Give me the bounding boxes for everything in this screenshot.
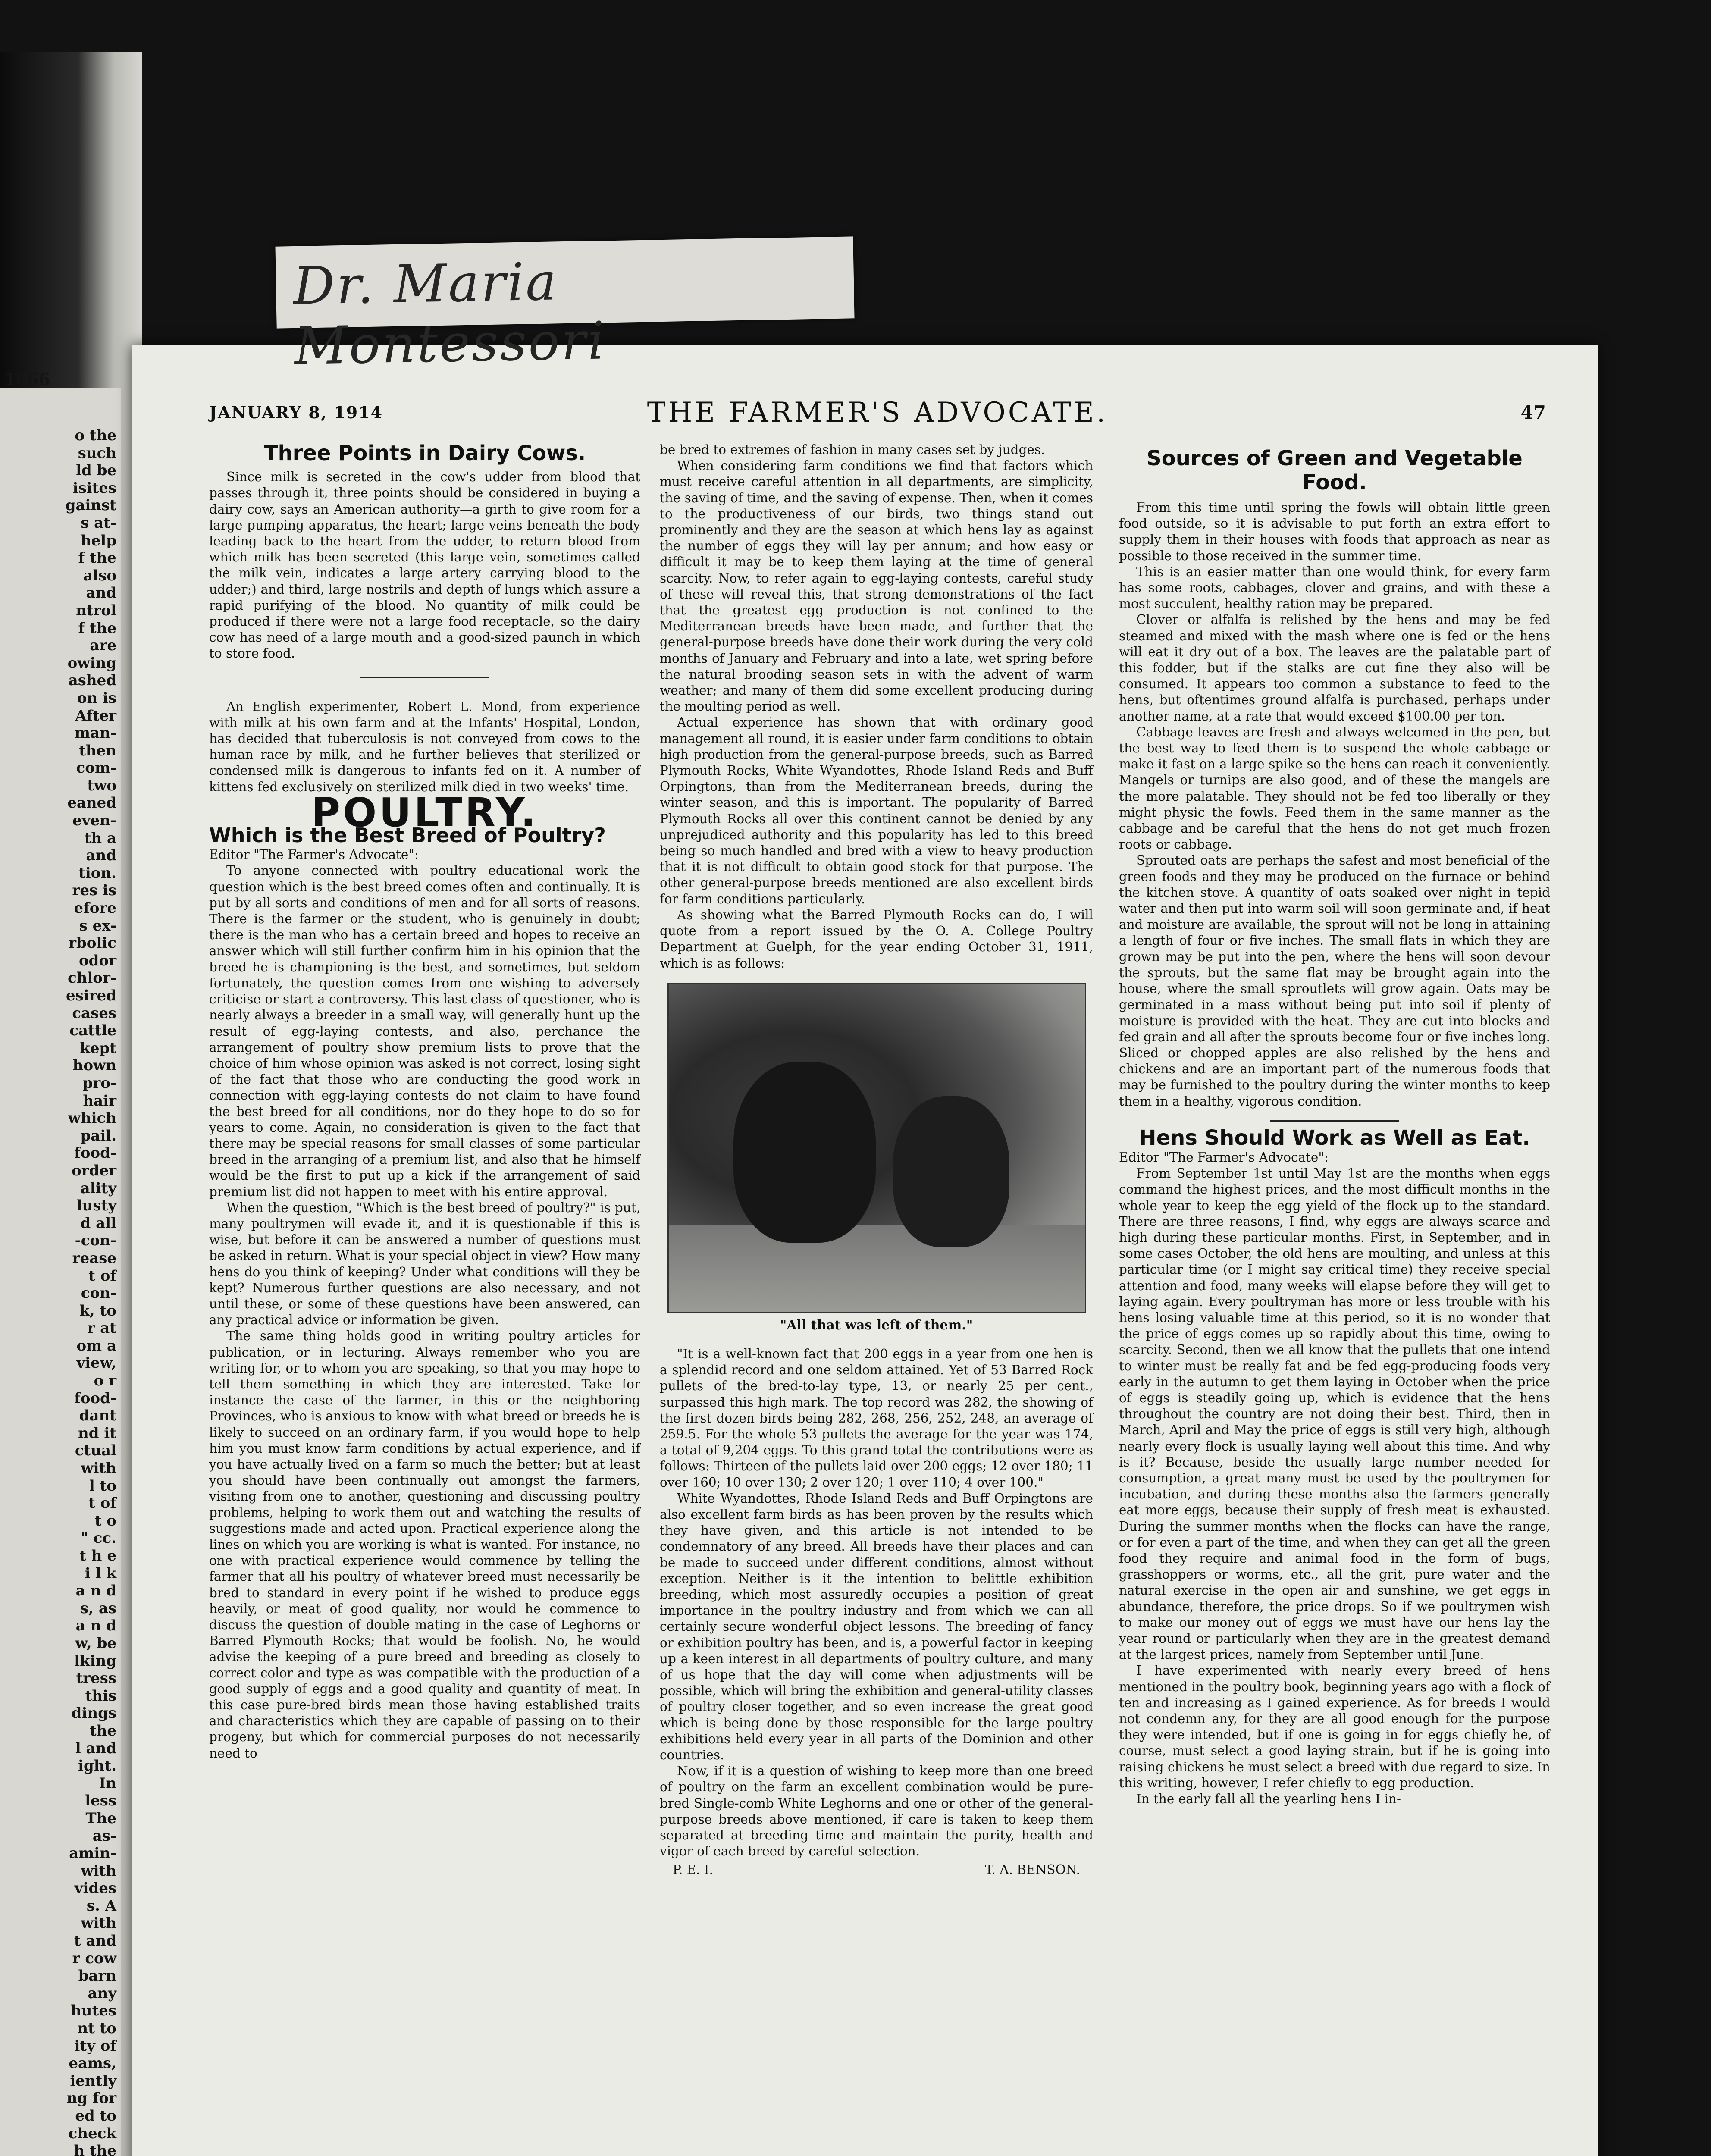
previous-page-line: barn [78, 1967, 116, 1985]
report-quote-paragraph: "It is a well-known fact that 200 eggs in a year from one hen is a splendid record and one seldom attained. Yet of 53 Barred Rock pullets of the bred-to-lay type, 13, or nearly 25 per cent., surpassed this high mark. The top record was 282, the showing of the first dozen birds being 282, 268, 256, 252, 248, an average of 259.5. For the whole 53 pullets the average for the year was 174, a total of 9,204 eggs. To this grand total the contributions were as follows: Thirteen of the pullets laid over 200 eggs; 12 over 180; 11 over 160; 10 over 130; 2 over 120; 1 over 110; 4 over 100." [660, 1346, 1093, 1490]
previous-page-line: with [81, 1915, 116, 1932]
poultry-section-heading: POULTRY. [311, 789, 539, 836]
previous-page-line: and [86, 584, 116, 602]
best-breed-heading: Which is the Best Breed of Poultry? [209, 824, 606, 847]
previous-page-line: odor [78, 952, 116, 969]
previous-page-line: ality [80, 1179, 116, 1197]
previous-page-line: food- [74, 1144, 116, 1162]
previous-page-line: ng for [66, 2090, 116, 2107]
section-divider [1270, 1120, 1399, 1122]
previous-page-line: a n d [75, 1617, 116, 1635]
previous-page-line: eams, [69, 2055, 116, 2072]
breed-paragraph-2: When the question, "Which is the best breed of poultry?" is put, many poultrymen will evade it, and it is questionable if this is wise, but before it can be answered a number of questions must be asked in return. What is your special object in view? How many hens do you think of keeping? Under what conditions will they be kept? Numerous further questions are also necessary, and not until these, or some of these questions have been answered, can any practical advice or information be given. [209, 1200, 640, 1328]
handwritten-label-text: Dr. Maria Montessori [292, 252, 607, 376]
previous-page-line: with [81, 1460, 116, 1477]
previous-page-line: hair [83, 1092, 116, 1109]
previous-page-line: s ex- [79, 917, 116, 934]
green-paragraph-3: Clover or alfalfa is relished by the hens and may be fed steamed and mixed with the mash where one is fed or the hens will eat it dry out of a box. The leaves are the palatable part of this fodder, but if the stalks are cut fine they also will be consumed. It appears too common a substance to feed to the hens, but oftentimes ground alfalfa is purchased, perhaps under another name, at a rate that would exceed $100.00 per ton. [1119, 612, 1550, 724]
previous-page-line: efore [74, 899, 116, 917]
photo-caption: "All that was left of them." [780, 1317, 973, 1333]
previous-page-line: t and [74, 1932, 116, 1950]
previous-page-line: dings [71, 1705, 116, 1722]
previous-page-line: In [99, 1774, 116, 1792]
previous-page-line: pail. [80, 1127, 116, 1144]
previous-page-lines [0, 427, 116, 2156]
previous-page-line: th a [84, 829, 116, 847]
previous-page-line: tion. [78, 864, 116, 882]
previous-page-line: also [83, 567, 116, 584]
previous-page-line: l to [89, 1477, 116, 1495]
green-paragraph-4: Cabbage leaves are fresh and always welcomed in the pen, but the best way to feed them is to suspend the whole cabbage or make it fast on a large spike so the hens can reach it conveniently. Mangels or turnips are also good, and of these the mangels are the more palatable. They should not be fed too liberally or they might physic the fowls. Feed them in the same manner as the cabbage and be careful that the hens do not get much frozen roots or cabbage. [1119, 724, 1550, 852]
previous-page-line: s. A [86, 1897, 116, 1915]
previous-page-line: amin- [69, 1845, 116, 1862]
previous-page-line: this [85, 1687, 116, 1705]
previous-page-line: with [81, 1862, 116, 1880]
previous-page-line: res is [72, 882, 116, 899]
author-name: T. A. BENSON. [985, 1862, 1080, 1877]
previous-page-line: esired [66, 987, 116, 1004]
previous-page-line: k, to [79, 1302, 116, 1319]
author-signature [660, 1862, 1093, 1878]
handwritten-label [275, 236, 854, 376]
previous-page-line: view, [76, 1354, 116, 1372]
previous-page-line: a n d [75, 1582, 116, 1600]
dairy-heading: Three Points in Dairy Cows. [263, 441, 586, 465]
previous-page-line: two [87, 777, 116, 794]
masthead-title: THE FARMER'S ADVOCATE. [647, 397, 1108, 429]
previous-page-line: rbolic [69, 934, 116, 952]
previous-page-line: owing [67, 654, 116, 672]
previous-page-line: i l k [85, 1564, 116, 1582]
previous-page-line: food- [74, 1389, 116, 1407]
experiment-paragraph: An English experimenter, Robert L. Mond, from experience with milk at his own farm and at the Infants' Hospital, London, has decided that tuberculosis is not conveyed from cows to the human race by milk, and he further believes that sterilized or condensed milk is dangerous to infants fed on it. A number of kittens fed exclusively on sterilized milk died in two weeks' time. [209, 699, 640, 794]
previous-page-line: d all [80, 1214, 116, 1232]
previous-page-line: less [85, 1792, 116, 1810]
green-paragraph-1: From this time until spring the fowls will obtain little green food outside, so it is advisable to put forth an extra effort to supply them in their houses with foods that approach as near as possible to those received in the summer time. [1119, 500, 1550, 563]
previous-page-line: the [89, 1722, 116, 1739]
previous-page-line: iently [70, 2072, 116, 2090]
previous-page-line: After [75, 707, 116, 724]
green-food-heading: Sources of Green and Vegetable Food. [1147, 446, 1523, 495]
previous-page-line: f the [78, 549, 116, 567]
report-intro-paragraph: As showing what the Barred Plymouth Rocks can do, I will quote from a report issued by the O. A. College Poultry Department at Guelph, for the year ending October 31, 1911, which is as follows: [660, 907, 1093, 971]
previous-page-line: and [86, 847, 116, 865]
previous-page-line: then [79, 742, 116, 759]
previous-page-line: r at [87, 1319, 116, 1337]
continued-paragraph: be bred to extremes of fashion in many cases set by judges. [660, 442, 1045, 457]
page-header [209, 397, 1546, 431]
previous-page-line: ntrol [76, 602, 116, 619]
previous-page-line: ashed [68, 672, 116, 689]
previous-page-fragment [0, 370, 121, 2156]
previous-page-line: con- [81, 1285, 116, 1302]
previous-page-line: t of [88, 1267, 116, 1285]
previous-page-line: f the [78, 619, 116, 637]
work-paragraph-3: In the early fall all the yearling hens I in- [1136, 1792, 1401, 1807]
page-number: 47 [1520, 402, 1546, 423]
previous-page-line: hown [72, 1057, 116, 1075]
previous-page-line: ity of [74, 2037, 116, 2055]
section-divider [360, 677, 489, 678]
previous-page-line: on is [77, 689, 116, 707]
previous-page-line: check [68, 2125, 116, 2142]
previous-page-line: dant [79, 1407, 116, 1425]
previous-page-line: ight. [78, 1757, 116, 1775]
previous-page-line: nd it [78, 1424, 116, 1442]
hens-work-heading: Hens Should Work as Well as Eat. [1139, 1125, 1530, 1150]
column-left [209, 442, 640, 1761]
newspaper-page [132, 345, 1598, 2156]
previous-page-line: even- [72, 812, 116, 830]
previous-page-line: l and [75, 1739, 116, 1757]
combination-paragraph: Now, if it is a question of wishing to keep more than one breed of poultry on the farm an excellent combination would be pure-bred Single-comb White Leghorns and one or other of the general-purpose breeds above mentioned, if care is taken to keep them separated at breeding time and maintain the purity, health and vigor of each breed by careful selection. [660, 1764, 1093, 1859]
previous-page-line: nt to [77, 2020, 116, 2037]
previous-page-line: w, be [75, 1634, 116, 1652]
previous-page-line: The [85, 1809, 116, 1827]
previous-page-line: as- [92, 1827, 116, 1845]
farm-conditions-paragraph: When considering farm conditions we find that factors which must receive careful attention in all departments, are simplicity, the saving of time, and the saving of expense. Then, when it comes to the productiveness of our birds, two things stand out prominently and they are the season at which hens lay as against the number of eggs they will lay per annum; and how easy or difficult it may be to keep them laying at the time of general scarcity. Now, to refer again to egg-laying contests, careful study of these will reveal this, that strong demonstrations of the fact that the greatest egg production is not confined to the Mediterranean breeds have been made, and further that the general-purpose breeds have done their work during the very cold months of January and February and into a late, wet spring before the natural brooding season sets in with the advent of warm weather; and many of them did some excellent producing during the moulting period as well. [660, 458, 1093, 714]
editor-salutation: Editor "The Farmer's Advocate": [1119, 1150, 1329, 1165]
previous-page-line: chlor- [67, 969, 116, 987]
previous-page-line: kept [80, 1039, 116, 1057]
previous-page-line: eaned [67, 794, 116, 812]
previous-page-line: t h e [79, 1547, 116, 1564]
previous-page-line: t of [88, 1495, 116, 1512]
other-breeds-paragraph: White Wyandottes, Rhode Island Reds and Buff Orpingtons are also excellent farm birds as has been proven by the results which they have given, and this article is not intended to be condemnatory of any breed. All breeds have their places and can be made to succeed under different conditions, almost without exception. Neither is it the intention to belittle exhibition breeding, which most assuredly occupies a position of great importance in the poultry industry and from which we can all certainly secure wonderful object lessons. The breeding of fancy or exhibition poultry has been, and is, a powerful factor in keeping up a keen interest in all departments of poultry culture, and many of us hope that the day will come when adjustments will be possible, which will bring the exhibition and general-utility classes of poultry closer together, and so even increase the great good which is being done by those responsible for the large poultry exhibitions held every year in all parts of the Dominion and other countries. [660, 1491, 1093, 1762]
previous-page-line: com- [76, 759, 116, 777]
previous-page-line: " cc. [81, 1529, 116, 1547]
previous-page-line: t o [94, 1512, 116, 1529]
previous-page-line: s at- [81, 514, 116, 532]
previous-page-line: are [90, 637, 116, 655]
previous-page-line: cases [72, 1004, 116, 1022]
author-location: P. E. I. [673, 1862, 713, 1877]
previous-page-line: -con- [75, 1232, 116, 1250]
green-paragraph-5: Sprouted oats are perhaps the safest and most beneficial of the green foods and they may be produced on the furnace or behind the kitchen stove. A quantity of oats soaked over night in tepid water and then put into warm soil will soon germinate and, if heat and moisture are available, the sprout will not be long in attaining a length of four or five inches. The small flats in which they are grown may be put into the pen, where the hens will soon devour the sprouts, but the same flat may be brought again into the house, where the small sproutlets will grow again. Oats may be germinated in a mass without being put into soil if plenty of moisture is provided with the heat. They are cut into blocks and fed grain and all after the sprouts become four or five inches long. Sliced or chopped apples are also relished by the hens and chickens and are an important part of the numerous foods that may be furnished to the poultry during the winter months to keep them in a healthy, vigorous condition. [1119, 853, 1550, 1109]
experience-paragraph: Actual experience has shown that with ordinary good management all round, it is easier under farm conditions to obtain high production from the general-purpose breeds, such as Barred Plymouth Rocks, White Wyandottes, Rhode Island Reds and Buff Orpingtons, than from the Mediterranean breeds, during the winter season, and this is important. The popularity of Barred Plymouth Rocks all over this continent cannot be denied by any unprejudiced authority and this popularity has led to this breed being so much handled and bred with a view to heavy production that it is not difficult to obtain good stock for that purpose. The other general-purpose breeds mentioned are also excellent birds for farm conditions particularly. [660, 715, 1093, 906]
editor-salutation: Editor "The Farmer's Advocate": [209, 847, 419, 862]
previous-page-line: ld be [76, 462, 116, 479]
previous-page-line: any [88, 1984, 116, 2002]
previous-page-line: such [78, 444, 116, 462]
previous-page-line: man- [75, 724, 116, 742]
previous-page-line: s, as [80, 1599, 116, 1617]
turkeys-photo [667, 983, 1086, 1313]
dairy-paragraph: Since milk is secreted in the cow's udder from blood that passes through it, three points should be considered in buying a dairy cow, says an American authority—a girth to give room for a large pumping apparatus, the heart; large veins beneath the body leading back to the heart from the udder, to return blood from which milk has been secreted (this large vein, sometimes called the milk vein, indicates a large artery carrying blood to the udder;) and third, large nostrils and depth of lungs which assure a rapid purifying of the blood. No quantity of milk could be produced if there were not a large food receptacle, so the dairy cow has need of a large mouth and a good-sized paunch in which to store food. [209, 470, 640, 661]
work-paragraph-1: From September 1st until May 1st are the months when eggs command the highest prices, and the most difficult months in the whole year to keep the egg yield of the flock up to the standard. There are three reasons, I find, why eggs are always scarce and high during these particular months. First, in September, and in some cases October, the old hens are moulting, and unless at this particular time (or I might say critical time) they receive special attention and food, many weeks will elapse before they will get to laying again. Every poultryman has more or less trouble with his hens losing valuable time at this period, so it is no wonder that the price of eggs comes up so rapidly about this time, owing to scarcity. Second, then we all know that the pullets that one intend to winter must be really fat and be fed egg-producing foods very early in the autumn to get them laying in October when the price of eggs is steadily going up, which is evidence that the hens throughout the country are not doing their best. Third, then in March, April and May the price of eggs is still very high, although nearly every flock is usually laying well about this time. And why is it? Because, beside the usually large number needed for consumption, a great many must be used by the poultrymen for incubation, and during these months also the farmers generally eat more eggs, because their supply of fresh meat is exhausted. During the summer months when the flocks can have the range, or for even a part of the time, and when they can get all the green food they require and animal food in the form of bugs, grasshoppers or worms, etc., all the grit, pure water and the natural exercise in the open air and sunshine, we get eggs in abundance, therefore, the price drops. So if we poultrymen wish to make our money out of eggs we must have our hens lay the year round or particularly when they are in the greatest demand at the largest prices, namely from September until June. [1119, 1166, 1550, 1662]
previous-page-line: lking [74, 1652, 116, 1670]
green-paragraph-2: This is an easier matter than one would think, for every farm has some roots, cabbages, clover and grains, and with these a most succulent, healthy ration may be prepared. [1119, 564, 1550, 611]
previous-page-line: gainst [65, 497, 116, 514]
previous-page-line: r cow [72, 1949, 116, 1967]
previous-page-line: o r [94, 1372, 116, 1390]
column-right [1119, 442, 1550, 1807]
previous-page-line: h the [74, 2142, 116, 2156]
previous-page-line: ctual [75, 1442, 116, 1460]
previous-page-line: ed to [75, 2107, 116, 2125]
issue-date: JANUARY 8, 1914 [209, 403, 383, 422]
previous-page-line: om a [76, 1337, 116, 1354]
column-middle [660, 442, 1093, 1878]
work-paragraph-2: I have experimented with nearly every breed of hens mentioned in the poultry book, beginning years ago with a flock of ten and increasing as I gained experience. As for breeds I would not condemn any, for they are all good enough for the purpose they were intended, but if one is going in for eggs chiefly he, of course, must select a good laying strain, but if he is going into raising chickens he must select a breed with due regard to size. In this writing, however, I refer chiefly to egg production. [1119, 1663, 1550, 1790]
breed-paragraph-1: To anyone connected with poultry educational work the question which is the best breed comes often and continually. It is put by all sorts and conditions of men and for all sorts of reasons. There is the farmer or the student, who is genuinely in doubt; there is the man who has a certain breed and hopes to receive an answer which will still further confirm him in his opinion that the breed he is championing is the best, and sometimes, but seldom fortunately, the question comes from one wishing to adversely criticise or start a controversy. This last class of questioner, who is nearly always a breeder in a small way, will generally hunt up the result of egg-laying contests, and also, perchance the arrangement of poultry show premium lists to prove that the choice of him whose opinion was asked is not correct, losing sight of the fact that those who are conducting the good work in connection with egg-laying contests do not claim to have found the best breed for all conditions, nor do they hope to do so for years to come. Again, no consideration is given to the fact that there may be special reasons for small classes of some particular breed in the arranging of a premium list, and also that he himself would be the first to put up a kick if the arrangement of said premium list did not happen to meet with his entire approval. [209, 863, 640, 1199]
previous-page-line: lusty [76, 1197, 116, 1215]
previous-page-line: cattle [69, 1022, 116, 1040]
previous-page-line: isites [72, 479, 116, 497]
bird-silhouette [733, 1062, 876, 1243]
previous-page-line: vides [74, 1880, 116, 1897]
breed-paragraph-3: The same thing holds good in writing poultry articles for publication, or in lecturing. Always remember who you are writing for, or to whom you are speaking, so that you may hope to tell them something in which they are interested. Take for instance the case of the farmer, in this or the neighboring Provinces, who is anxious to know with what breed or breeds he is likely to succeed on an ordinary farm, if you would hope to help him you must know farm conditions by actual experience, and if you have actually lived on a farm so much the better; but at least you should have been continually out amongst the farmers, visiting from one to another, questioning and discussing poultry problems, helping to work them out and watching the results of suggestions made and acted upon. Practical experience along the lines on which you are working is what is wanted. For instance, no one with practical experience would commence by telling the farmer that all his poultry of whatever breed must necessarily be bred to standard in every point if he wished to produce eggs heavily, or meat of good quality, nor would he commence to discuss the question of double mating in the case of Leghorns or Barred Plymouth Rocks; that would be foolish. No, he would advise the keeping of a pure breed and breeding as closely to correct color and type as was compatible with the production of a good supply of eggs and a good quality and quantity of meat. In this case pure-bred birds mean those having established traits and characteristics which they are capable of passing on to their progeny, but which for commercial purposes do not necessarily need to [209, 1329, 640, 1761]
previous-page-line: order [72, 1162, 116, 1179]
previous-page-line: help [80, 532, 116, 549]
previous-page-line: rease [72, 1249, 116, 1267]
previous-page-line: tress [76, 1670, 116, 1687]
previous-page-number: 1866 [4, 370, 50, 389]
previous-page-line: pro- [82, 1074, 116, 1092]
previous-page-line: which [68, 1109, 116, 1127]
bird-silhouette [893, 1096, 1009, 1247]
previous-page-line: hutes [71, 2002, 116, 2020]
previous-page-line: o the [75, 427, 116, 444]
